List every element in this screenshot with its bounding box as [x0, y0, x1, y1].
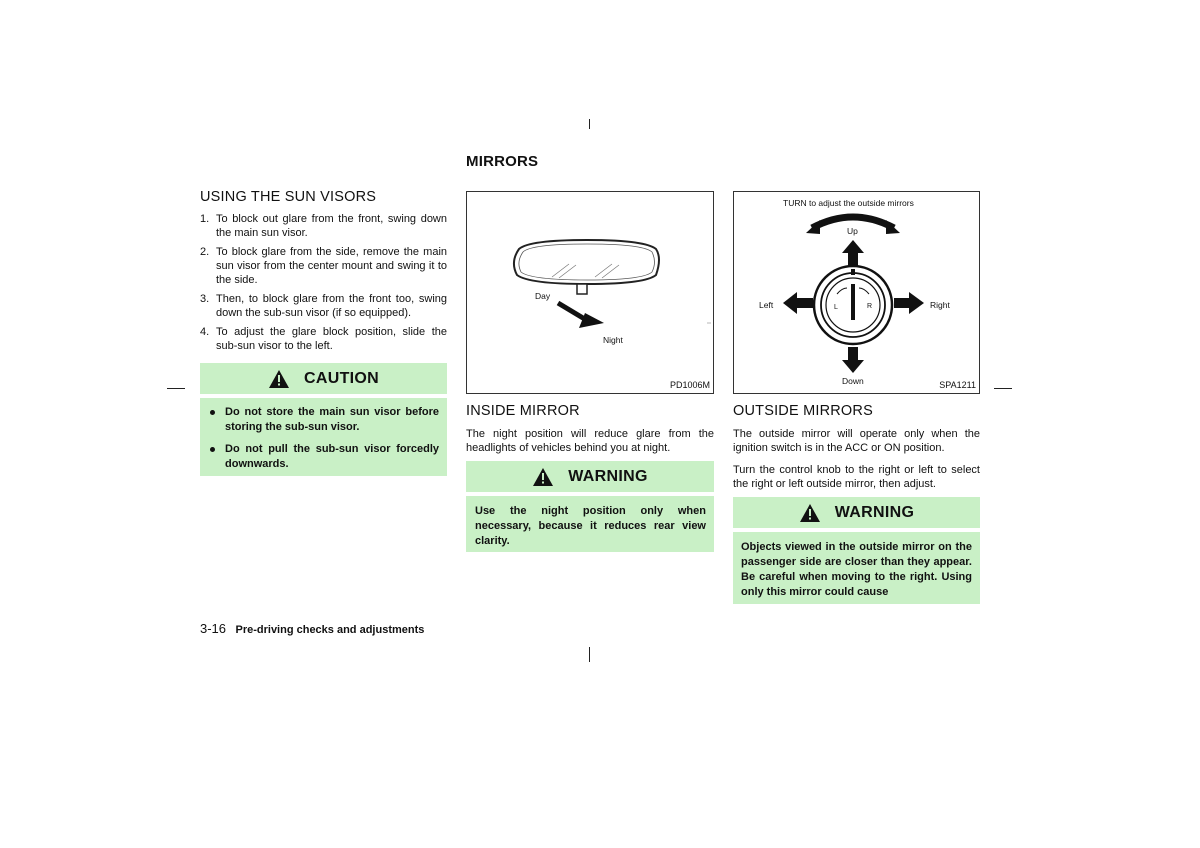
- caution-body: [200, 398, 447, 476]
- warning-body-outside: Objects viewed in the outside mirror on the passenger side are closer than they appear. Be careful when moving to the right. Using only this mirror could cause: [733, 532, 980, 604]
- crop-mark-bottom: [589, 647, 590, 662]
- mirror-control-knob-illustration: [734, 192, 979, 393]
- inside-mirror-title: INSIDE MIRROR: [466, 403, 580, 419]
- knob-r-label: R: [867, 303, 873, 310]
- step-text: To block glare from the side, remove the main sun visor from the center mount and swing it to the side.: [216, 246, 447, 286]
- outside-mirrors-title: OUTSIDE MIRRORS: [733, 403, 873, 419]
- sun-visor-steps: [200, 212, 447, 358]
- step-number: 4.: [200, 326, 210, 338]
- page-footer: [200, 620, 424, 638]
- step-item: [200, 292, 447, 320]
- rearview-mirror-illustration: [467, 192, 713, 393]
- right-label: Right: [930, 300, 950, 310]
- caution-list: [208, 405, 439, 472]
- crop-mark-right: [994, 388, 1012, 389]
- warning-header-inside: [466, 461, 714, 492]
- figure-code: PD1006M: [669, 380, 710, 390]
- day-label: Day: [535, 291, 551, 301]
- warning-header-outside: [733, 497, 980, 528]
- step-text: Then, to block glare from the front too, swing down the sub-sun visor (if so equipped).: [216, 293, 447, 319]
- crop-mark-left: [167, 388, 185, 389]
- up-label: Up: [847, 226, 858, 236]
- step-number: 2.: [200, 246, 210, 258]
- step-text: To adjust the glare block position, slide the sub-sun visor to the left.: [216, 326, 447, 352]
- warning-label: WARNING: [834, 503, 915, 521]
- caution-header: [200, 363, 447, 394]
- page-number: 3-16: [200, 621, 227, 636]
- section-heading-mirrors: MIRRORS: [466, 153, 539, 170]
- crop-mark-top: [589, 119, 590, 129]
- step-item: [200, 212, 447, 240]
- caution-warning-icon: [268, 369, 290, 389]
- step-number: 1.: [200, 213, 210, 225]
- left-label: Left: [759, 300, 774, 310]
- chapter-title: Pre-driving checks and adjustments: [235, 624, 425, 636]
- inside-mirror-figure: [466, 191, 714, 394]
- outside-mirrors-text-1: The outside mirror will operate only when the ignition switch is in the ACC or ON position.: [733, 428, 980, 454]
- caution-item: Do not pull the sub-sun visor forcedly downwards.: [208, 442, 439, 472]
- outside-mirrors-text-2: Turn the control knob to the right or left to select the right or left outside mirror, then adjust.: [733, 464, 980, 490]
- warning-body-inside: Use the night position only when necessary, because it reduces rear view clarity.: [466, 496, 714, 552]
- turn-caption: TURN to adjust the outside mirrors: [783, 198, 914, 208]
- warning-triangle-icon: [799, 503, 821, 523]
- figure-code: SPA1211: [939, 380, 976, 390]
- sun-visors-title: USING THE SUN VISORS: [200, 189, 377, 205]
- step-number: 3.: [200, 293, 210, 305]
- step-item: [200, 325, 447, 353]
- caution-label: CAUTION: [304, 369, 379, 387]
- step-text: To block out glare from the front, swing down the main sun visor.: [216, 213, 447, 239]
- warning-triangle-icon: [532, 467, 554, 487]
- caution-item: Do not store the main sun visor before storing the sub-sun visor.: [208, 405, 439, 435]
- outside-mirror-figure: [733, 191, 980, 394]
- inside-mirror-text: The night position will reduce glare from the headlights of vehicles behind you at night.: [466, 428, 714, 454]
- knob-l-label: L: [834, 304, 838, 311]
- warning-label: WARNING: [568, 467, 648, 485]
- down-label: Down: [842, 376, 864, 386]
- step-item: [200, 245, 447, 287]
- night-label: Night: [603, 335, 623, 345]
